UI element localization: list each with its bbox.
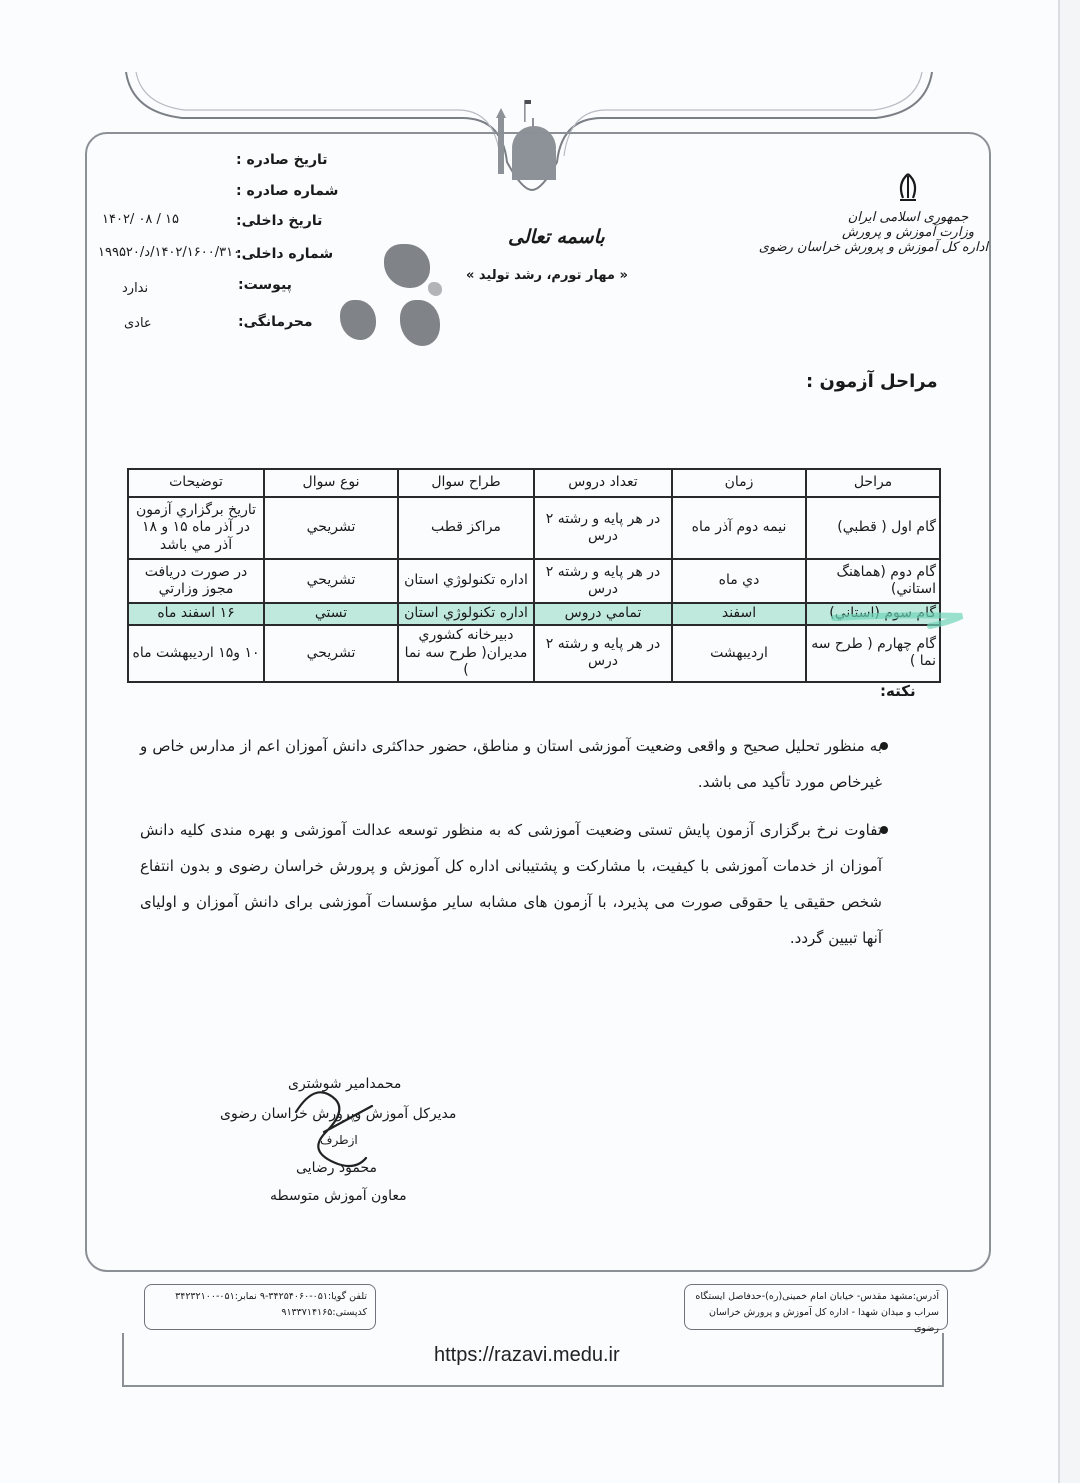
website-url[interactable]: https://razavi.medu.ir <box>434 1344 620 1366</box>
address-line-1: آدرس:مشهد مقدس- خیابان امام خمینی(ره)-حدفاصل ایستگاه <box>695 1291 939 1302</box>
cell-notes: ۱۰ و۱۵ ارديبهشت ماه <box>128 625 264 682</box>
cell-question-type: تشريحي <box>264 559 398 603</box>
header-stage: مراحل <box>806 469 940 497</box>
header-time: زمان <box>672 469 806 497</box>
cell-lesson-count: تمامي دروس <box>534 603 672 625</box>
cell-designer: اداره تكنولوژي استان <box>398 603 534 625</box>
header-notes: توضیحات <box>128 469 264 497</box>
address-line-2: سراب و میدان شهدا - اداره کل آموزش و پرورش خراسان رضوی <box>709 1307 939 1334</box>
slogan: « مهار تورم، رشد تولید » <box>466 268 628 283</box>
deputy-title: معاون آموزش متوسطه <box>270 1188 407 1204</box>
issue-date-label: تاریخ صادره : <box>236 152 328 168</box>
contact-line-1: تلفن گویا:۰۵۱-۳۴۲۵۴۰۶۰-۹ نمابر:۰۵۱-۳۴۲۳۲۱۰۰ <box>175 1291 367 1302</box>
cell-stage: گام چهارم ( طرح سه نما ) <box>806 625 940 682</box>
confidentiality-label: محرمانگی: <box>238 314 313 330</box>
cell-question-type: تشريحي <box>264 625 398 682</box>
internal-date-value: ۱۴۰۲/ ۰۸ / ۱۵ <box>102 212 180 227</box>
cell-designer: اداره تكنولوژي استان <box>398 559 534 603</box>
cell-designer: مراكز قطب <box>398 497 534 559</box>
header-question-type: نوع سوال <box>264 469 398 497</box>
ministry-header <box>758 170 988 255</box>
cell-question-type: تشريحي <box>264 497 398 559</box>
scan-smudge <box>428 282 442 296</box>
letter-frame <box>85 132 991 1272</box>
contact-box <box>144 1284 376 1330</box>
internal-number-label: شماره داخلی: <box>236 246 334 262</box>
cell-stage: گام دوم (هماهنگ استاني) <box>806 559 940 603</box>
cell-lesson-count: در هر پايه و رشته ۲ درس <box>534 559 672 603</box>
cell-time: نيمه دوم آذر ماه <box>672 497 806 559</box>
attachment-label: پیوست: <box>238 277 292 293</box>
ministry-line-3: اداره کل آموزش و پرورش خراسان رضوی <box>758 240 988 255</box>
signatory-name: محمدامیر شوشتری <box>288 1076 402 1092</box>
handwritten-signature <box>276 1072 386 1182</box>
deputy-name: محمود رضایی <box>296 1160 378 1176</box>
cell-notes: ۱۶ اسفند ماه <box>128 603 264 625</box>
ministry-line-2: وزارت آموزش و پرورش <box>841 225 974 240</box>
emblem-icon <box>891 170 925 204</box>
table-row-highlighted <box>128 603 940 625</box>
table-row <box>128 625 940 682</box>
ministry-line-1: جمهوری اسلامی ایران <box>847 210 969 225</box>
signatory-title: مدیرکل آموزش وپرورش خراسان رضوی <box>220 1106 457 1122</box>
cell-stage: گام سوم (استاني) <box>806 603 940 625</box>
highlighter-stroke <box>830 608 970 632</box>
cell-time: دي ماه <box>672 559 806 603</box>
issue-number-label: شماره صادره : <box>236 183 339 199</box>
cell-time: ارديبهشت <box>672 625 806 682</box>
cell-stage: گام اول ( قطبي) <box>806 497 940 559</box>
table-row <box>128 497 940 559</box>
internal-date-label: تاریخ داخلی: <box>236 213 323 229</box>
attachment-value: ندارد <box>122 281 149 296</box>
note-title: نکته: <box>880 682 916 700</box>
cell-time: اسفند <box>672 603 806 625</box>
address-box <box>684 1284 948 1334</box>
contact-line-2: کدپستی:۹۱۳۳۷۱۴۱۶۵ <box>281 1307 367 1318</box>
header-lesson-count: تعداد دروس <box>534 469 672 497</box>
cell-question-type: تستي <box>264 603 398 625</box>
basmala: باسمه تعالی <box>508 226 605 248</box>
note-item-2: تفاوت نرخ برگزاری آزمون پایش تستی وضعیت آموزشی که به منظور توسعه عدالت آموزشی و بهره مندی کلیه دانش آموزان از خدمات آموزشی با کیفیت، با مشارکت و پشتیبانی اداره کل آموزش و پرورش خراسان رضوی و بدون انتفاع شخص حقیقی یا حقوقی صورت می پذیرد، با آزمون های مشابه سایر مؤسسات آموزشی برای دانش آموزان و اولیای آنها تبیین گردد. <box>140 821 882 947</box>
table-row <box>128 559 940 603</box>
internal-number-value: ۱۴۰۲/۱۶۰۰/۳۱۰/د/۱۹۹۵۲۰ <box>98 245 241 260</box>
cell-notes: تاريخ برگزاري آزمون در آذر ماه ۱۵ و ۱۸ آذر مي باشد <box>128 497 264 559</box>
cell-lesson-count: در هر پايه و رشته ۲ درس <box>534 497 672 559</box>
cell-lesson-count: در هر پايه و رشته ۲ درس <box>534 625 672 682</box>
confidentiality-value: عادی <box>124 316 152 331</box>
note-item-1: به منظور تحلیل صحیح و واقعی وضعیت آموزشی استان و مناطق، حضور حداکثری دانش آموزان اعم از مدارس خاص و غیرخاص مورد تأکید می باشد. <box>140 737 882 791</box>
cell-designer: دبيرخانه كشوري مديران( طرح سه نما ) <box>398 625 534 682</box>
on-behalf-label: ازطرف <box>320 1133 358 1147</box>
table-header-row <box>128 469 940 497</box>
exam-stages-table <box>127 468 941 683</box>
header-designer: طراح سوال <box>398 469 534 497</box>
section-title: مراحل آزمون : <box>806 371 938 392</box>
cell-notes: در صورت دريافت مجوز وزارتي <box>128 559 264 603</box>
